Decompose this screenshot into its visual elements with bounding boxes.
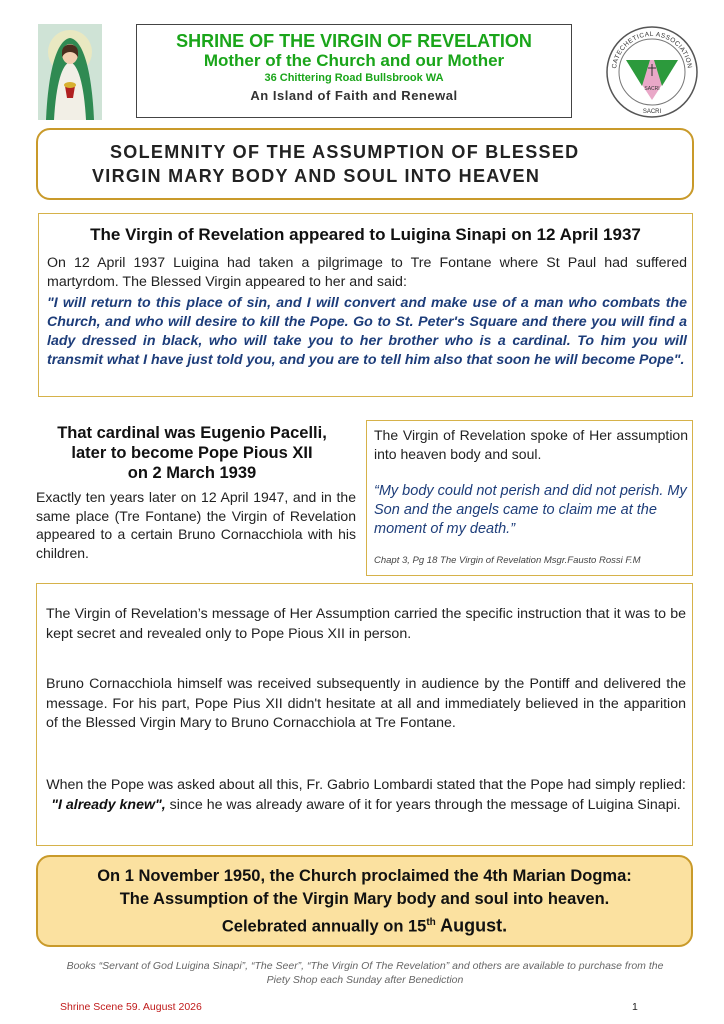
virgin-mary-image	[38, 24, 102, 120]
dogma-line3-sup: th	[426, 917, 436, 928]
message-p3-before: When the Pope was asked about all this, Fr. Gabrio Lombardi stated that the Pope had simply replied:	[46, 777, 686, 793]
page-number: 1	[632, 1001, 638, 1013]
catechetical-association-seal	[604, 24, 700, 120]
shrine-address: 36 Chittering Road Bullsbrook WA	[264, 72, 444, 84]
footer-issue: Shrine Scene 59. August 2026	[60, 1001, 202, 1013]
solemnity-banner	[36, 128, 694, 200]
seal-center-text: SACRI	[644, 86, 660, 92]
cardinal-heading	[36, 423, 348, 483]
cardinal-heading-line2: later to become Pope Pious XII	[71, 444, 313, 462]
shrine-subtitle: Mother of the Church and our Mother	[203, 51, 505, 70]
assumption-quote: “My body could not perish and did not perish. My Son and the angels came to claim me at the moment of my death.”	[374, 483, 687, 537]
shrine-header	[136, 24, 572, 118]
solemnity-title-line2: VIRGIN MARY BODY AND SOUL INTO HEAVEN	[92, 166, 541, 186]
assumption-citation: Chapt 3, Pg 18 The Virgin of Revelation Msgr.Fausto Rossi F.M	[374, 555, 641, 566]
dogma-line1: On 1 November 1950, the Church proclaimed the 4th Marian Dogma:	[97, 867, 632, 885]
dogma-line3-before: Celebrated annually on 15	[221, 917, 427, 936]
cardinal-body: Exactly ten years later on 12 April 1947, and in the same place (Tre Fontane) the Virgin of Revelation appeared to a certain Bruno Cornacchiola with his children.	[36, 489, 356, 561]
message-paragraph-3	[46, 776, 686, 815]
books-note: Books “Servant of God Luigina Sinapi”, “The Seer”, “The Virgin Of The Revelation” and others are available to purchase from the Piety Shop each Sunday after Benediction	[66, 960, 664, 986]
message-paragraph-2: Bruno Cornacchiola himself was received subsequently in audience by the Pontiff and delivered the message. For his part, Pope Pius XII didn't hesitate at all and immediately believed in the apparition of the Blessed Virgin Mary to Bruno Cornacchiola at Tre Fontane.	[46, 676, 686, 731]
seal-top-text: CATECHETICAL ASSOCIATION	[611, 31, 693, 70]
shrine-title: SHRINE OF THE VIRGIN OF REVELATION	[176, 31, 532, 51]
message-p3-quote: "I already knew",	[51, 796, 166, 813]
assumption-intro: The Virgin of Revelation spoke of Her assumption into heaven body and soul.	[374, 427, 688, 462]
shrine-tagline: An Island of Faith and Renewal	[250, 88, 458, 103]
message-p3-after: since he was already aware of it for years through the message of Luigina Sinapi.	[165, 796, 681, 813]
message-paragraph-1: The Virgin of Revelation’s message of Her Assumption carried the specific instruction that it was to be kept secret and revealed only to Pope Pious XII in person.	[46, 606, 686, 642]
seal-bottom-text: SACRI	[642, 109, 662, 115]
luigina-section-quote: "I will return to this place of sin, and I will convert and make use of a man who combats the Church, and who will desire to kill the Pope. Go to St. Peter's Square and there you will find a lady dressed in black, who will take you to her brother who is a cardinal. To him you will transmit what I have just told you, and you are to tell him also that soon he will become Pope".	[47, 295, 687, 368]
solemnity-title-line1: SOLEMNITY OF THE ASSUMPTION OF BLESSED	[110, 142, 580, 162]
cardinal-heading-line3: on 2 March 1939	[127, 464, 257, 482]
dogma-line3-after: August.	[435, 915, 508, 936]
dogma-line2: The Assumption of the Virgin Mary body and soul into heaven.	[119, 890, 610, 908]
cardinal-heading-line1: That cardinal was Eugenio Pacelli,	[57, 424, 327, 442]
luigina-section-body: On 12 April 1937 Luigina had taken a pilgrimage to Tre Fontane where St Paul had suffered martyrdom. The Blessed Virgin appeared to her and said:	[47, 255, 687, 290]
dogma-line3	[36, 911, 693, 939]
luigina-section-title: The Virgin of Revelation appeared to Luigina Sinapi on 12 April 1937	[90, 225, 641, 244]
